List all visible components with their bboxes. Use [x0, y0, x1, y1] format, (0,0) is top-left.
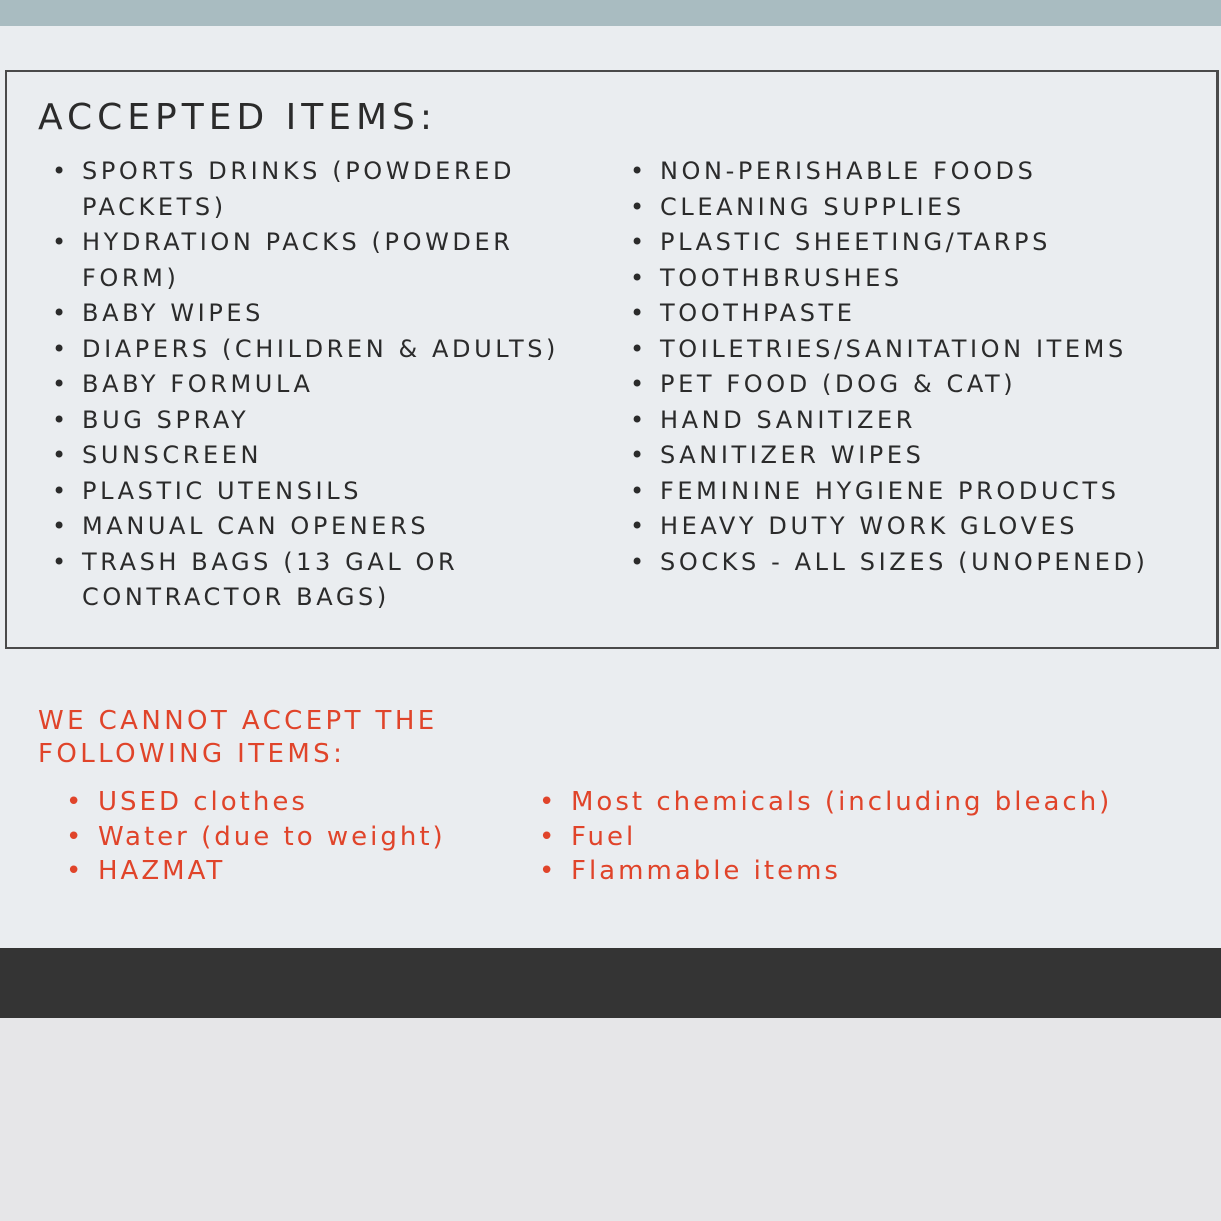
list-item: • BABY FORMULA: [52, 367, 632, 403]
list-item: • TOILETRIES/SANITATION ITEMS: [630, 332, 1215, 368]
rejected-items-list-left: [66, 785, 526, 889]
list-item: • TRASH BAGS (13 GAL OR CONTRACTOR BAGS): [52, 545, 632, 616]
footer-dark-band: [0, 948, 1221, 1018]
rejected-items-list-right: [539, 785, 1199, 889]
list-item: • SANITIZER WIPES: [630, 438, 1215, 474]
accepted-items-list-right: [630, 154, 1215, 580]
list-item: • HEAVY DUTY WORK GLOVES: [630, 509, 1215, 545]
accepted-items-list-left: [52, 154, 632, 616]
list-item: • PET FOOD (DOG & CAT): [630, 367, 1215, 403]
rejected-items-title: WE CANNOT ACCEPT THE FOLLOWING ITEMS:: [38, 706, 438, 769]
list-item: • TOOTHPASTE: [630, 296, 1215, 332]
bottom-blank-area: [0, 1018, 1221, 1221]
list-item: • HYDRATION PACKS (POWDER FORM): [52, 225, 632, 296]
list-item: • FEMININE HYGIENE PRODUCTS: [630, 474, 1215, 510]
list-item: • Fuel: [539, 820, 1199, 855]
list-item: • Most chemicals (including bleach): [539, 785, 1199, 820]
list-item: • SUNSCREEN: [52, 438, 632, 474]
list-item: • DIAPERS (CHILDREN & ADULTS): [52, 332, 632, 368]
top-color-band: [0, 0, 1221, 26]
list-item: • Flammable items: [539, 854, 1199, 889]
list-item: • CLEANING SUPPLIES: [630, 190, 1215, 226]
list-item: • BABY WIPES: [52, 296, 632, 332]
list-item: • USED clothes: [66, 785, 526, 820]
list-item: • HAZMAT: [66, 854, 526, 889]
list-item: • SOCKS - ALL SIZES (UNOPENED): [630, 545, 1215, 581]
accepted-items-title: ACCEPTED ITEMS:: [38, 97, 438, 138]
list-item: • SPORTS DRINKS (POWDERED PACKETS): [52, 154, 632, 225]
list-item: • BUG SPRAY: [52, 403, 632, 439]
list-item: • PLASTIC UTENSILS: [52, 474, 632, 510]
list-item: • Water (due to weight): [66, 820, 526, 855]
list-item: • PLASTIC SHEETING/TARPS: [630, 225, 1215, 261]
list-item: • TOOTHBRUSHES: [630, 261, 1215, 297]
list-item: • MANUAL CAN OPENERS: [52, 509, 632, 545]
list-item: • HAND SANITIZER: [630, 403, 1215, 439]
list-item: • NON-PERISHABLE FOODS: [630, 154, 1215, 190]
